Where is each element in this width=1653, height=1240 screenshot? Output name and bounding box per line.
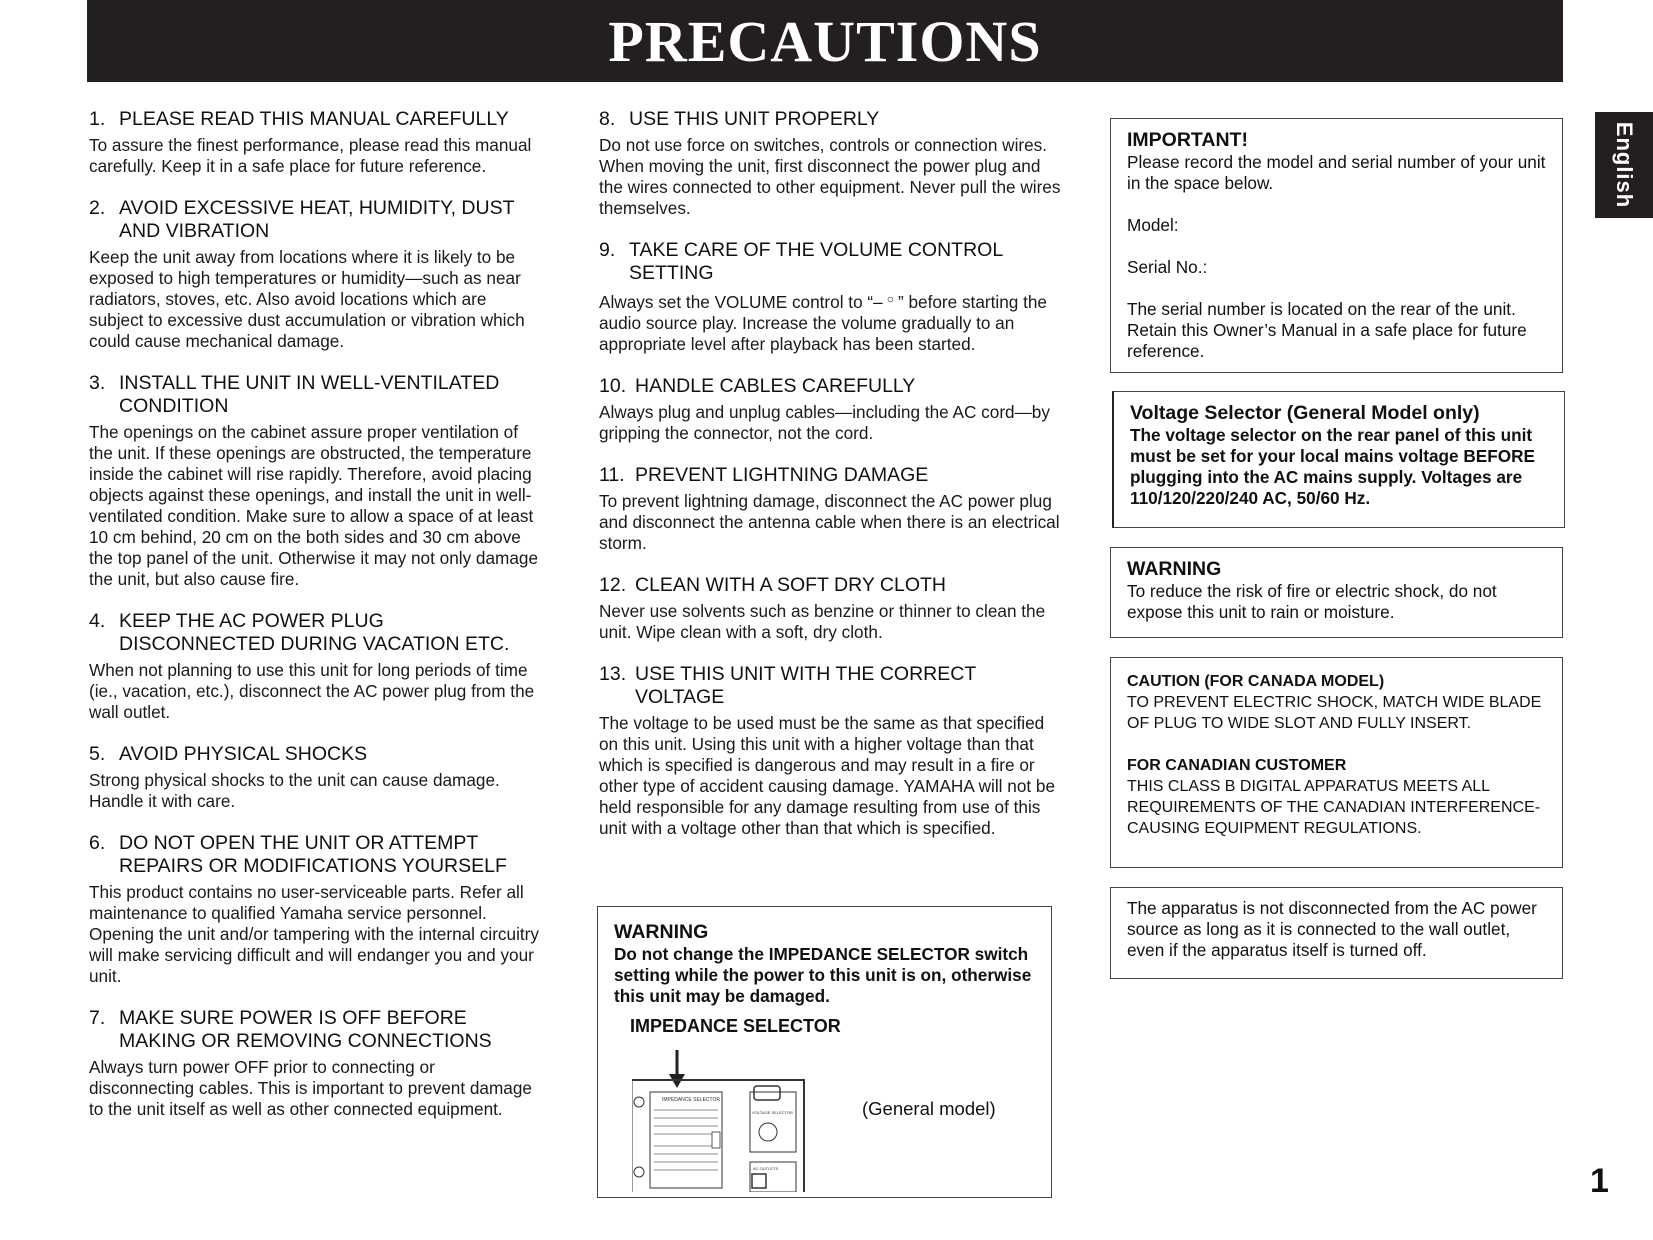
precaution-item <box>599 574 1061 643</box>
impedance-warning-text: Do not change the IMPEDANCE SELECTOR switch setting while the power to this unit is on, otherwise this unit may be damaged. <box>614 944 1032 1006</box>
important-box <box>1110 118 1563 373</box>
item-number: 7. <box>89 1007 106 1029</box>
item-body-start: Always set the VOLUME control to “– <box>599 292 883 312</box>
item-title: CLEAN WITH A SOFT DRY CLOTH <box>635 574 946 596</box>
item-number: 5. <box>89 743 106 765</box>
precautions-column-1 <box>89 108 544 1140</box>
item-number: 8. <box>599 108 616 130</box>
item-number: 13. <box>599 663 627 685</box>
impedance-warning-title: WARNING <box>614 921 709 943</box>
language-tab <box>1595 112 1653 218</box>
precaution-item <box>89 1007 544 1120</box>
item-body: This product contains no user-serviceable parts. Refer all maintenance to qualified Yamaha service personnel. Opening the unit and/or tampering with the internal circuitry will make servicing difficult and will endanger you and your unit. <box>89 882 539 986</box>
precaution-item <box>89 610 544 723</box>
volume-min-symbol: ○ <box>886 292 894 306</box>
item-title: AVOID PHYSICAL SHOCKS <box>119 743 368 765</box>
voltage-selector-text: The voltage selector on the rear panel of this unit must be set for your local mains voltage BEFORE plugging into the AC mains supply. Voltages are 110/120/220/240 AC, 50/60 Hz. <box>1130 425 1535 508</box>
precaution-item <box>599 108 1061 219</box>
precaution-item <box>599 663 1061 839</box>
canadian-customer-title: FOR CANADIAN CUSTOMER <box>1127 757 1347 774</box>
item-body: Do not use force on switches, controls or connection wires. When moving the unit, first disconnect the power plug and the wires connected to other equipment. Never pull the wires themselves. <box>599 135 1061 218</box>
item-number: 6. <box>89 832 106 854</box>
precaution-item <box>89 743 544 812</box>
precaution-item <box>599 464 1061 554</box>
precaution-item <box>599 239 1061 355</box>
item-title: TAKE CARE OF THE VOLUME CONTROL SETTING <box>629 239 1003 284</box>
item-body: Strong physical shocks to the unit can cause damage. Handle it with care. <box>89 770 500 811</box>
item-body: Always turn power OFF prior to connecting or disconnecting cables. This is important to prevent damage to the unit itself as well as other connected equipment. <box>89 1057 532 1119</box>
item-number: 1. <box>89 108 106 130</box>
arrow-down-icon <box>669 1050 685 1088</box>
general-model-note: (General model) <box>862 1098 996 1119</box>
item-number: 3. <box>89 372 106 394</box>
apparatus-notice-box <box>1110 887 1563 979</box>
item-number: 10. <box>599 375 627 397</box>
item-body: The openings on the cabinet assure proper ventilation of the unit. If these openings are obstructed, the temperature inside the cabinet will rise rapidly. Therefore, avoid placing objects against these openings, and install the unit in well-ventilated condition. Make sure to allow a space of at least 10 cm behind, 20 cm on the both sides and 30 cm above the top panel of the unit. Otherwise it may not only damage the unit, but also cause fire. <box>89 422 539 589</box>
precaution-item <box>89 108 544 177</box>
important-title: IMPORTANT! <box>1127 129 1248 151</box>
warning-text: To reduce the risk of fire or electric shock, do not expose this unit to rain or moisture. <box>1127 581 1497 622</box>
item-number: 11. <box>599 464 625 486</box>
item-body: The voltage to be used must be the same as that specified on this unit. Using this unit with a higher voltage than that which is specified is dangerous and may result in a fire or other type of accident causing damage. YAMAHA will not be held responsible for any damage resulting from use of this unit with a voltage other than that which is specified. <box>599 713 1056 838</box>
item-number: 12. <box>599 574 627 596</box>
item-title: PREVENT LIGHTNING DAMAGE <box>635 464 929 486</box>
important-text: Please record the model and serial number of your unit in the space below. <box>1127 152 1546 193</box>
model-field-label: Model: <box>1127 215 1179 235</box>
item-title: PLEASE READ THIS MANUAL CAREFULLY <box>119 108 509 130</box>
canadian-customer-text: THIS CLASS B DIGITAL APPARATUS MEETS ALL REQUIREMENTS OF THE CANADIAN INTERFERENCE-CAUSING EQUIPMENT REGULATIONS. <box>1127 778 1541 837</box>
diagram-impedance-text: IMPEDANCE SELECTOR <box>662 1097 720 1103</box>
item-title: INSTALL THE UNIT IN WELL-VENTILATED CONDITION <box>119 372 500 417</box>
caution-text: TO PREVENT ELECTRIC SHOCK, MATCH WIDE BLADE OF PLUG TO WIDE SLOT AND FULLY INSERT. <box>1127 694 1542 732</box>
item-body: Never use solvents such as benzine or thinner to clean the unit. Wipe clean with a soft, dry cloth. <box>599 601 1046 642</box>
item-body: To prevent lightning damage, disconnect the AC power plug and disconnect the antenna cable when there is an electrical storm. <box>599 491 1060 553</box>
item-body-end: ” before starting the audio source play. Increase the volume gradually to an appropriate level after playback has been started. <box>599 292 1047 354</box>
caution-title: CAUTION (FOR CANADA MODEL) <box>1127 673 1385 690</box>
item-body: Keep the unit away from locations where it is likely to be exposed to high temperatures or humidity—such as near radiators, stoves, etc. Also avoid locations which are subject to excessive dust accumulation or vibration which could cause mechanical damage. <box>89 247 525 351</box>
item-body: To assure the finest performance, please read this manual carefully. Keep it in a safe place for future reference. <box>89 135 532 176</box>
serial-field-label: Serial No.: <box>1127 257 1208 277</box>
precautions-column-2 <box>599 108 1061 859</box>
diagram-outlets-text: AC OUTLETS <box>753 1166 779 1171</box>
title-banner <box>87 0 1563 82</box>
page-title: PRECAUTIONS <box>608 8 1042 74</box>
voltage-selector-box <box>1112 391 1565 528</box>
item-body: When not planning to use this unit for long periods of time (ie., vacation, etc.), disconnect the AC power plug from the wall outlet. <box>89 660 535 722</box>
warning-box <box>1110 547 1563 638</box>
apparatus-notice-text: The apparatus is not disconnected from the AC power source as long as it is connected to the wall outlet, even if the apparatus itself is turned off. <box>1127 898 1537 960</box>
precaution-item <box>89 197 544 352</box>
item-number: 9. <box>599 239 616 261</box>
impedance-selector-label: IMPEDANCE SELECTOR <box>630 1016 841 1036</box>
precaution-item <box>599 375 1061 444</box>
item-body <box>599 289 1061 355</box>
item-number: 4. <box>89 610 106 632</box>
item-title: DO NOT OPEN THE UNIT OR ATTEMPT REPAIRS OR MODIFICATIONS YOURSELF <box>119 832 507 877</box>
language-tab-label: English <box>1612 121 1638 209</box>
page-number: 1 <box>1590 1162 1609 1200</box>
caution-box <box>1110 657 1563 868</box>
precaution-item <box>89 832 544 987</box>
impedance-switch-lines <box>654 1110 720 1170</box>
item-body: Always plug and unplug cables—including the AC cord—by gripping the connector, not the cord. <box>599 402 1050 443</box>
item-title: HANDLE CABLES CAREFULLY <box>635 375 916 397</box>
item-title: KEEP THE AC POWER PLUG DISCONNECTED DURING VACATION ETC. <box>119 610 510 655</box>
item-title: AVOID EXCESSIVE HEAT, HUMIDITY, DUST AND VIBRATION <box>119 197 515 242</box>
diagram-voltage-text: VOLTAGE SELECTOR <box>752 1110 793 1115</box>
item-title: USE THIS UNIT PROPERLY <box>629 108 880 130</box>
voltage-selector-title: Voltage Selector (General Model only) <box>1130 402 1480 424</box>
rear-panel-diagram <box>632 1022 832 1192</box>
serial-location-text: The serial number is located on the rear of the unit. Retain this Owner’s Manual in a safe place for future reference. <box>1127 299 1527 361</box>
item-number: 2. <box>89 197 106 219</box>
item-title: USE THIS UNIT WITH THE CORRECT VOLTAGE <box>635 663 976 708</box>
precaution-item <box>89 372 544 590</box>
warning-title: WARNING <box>1127 558 1222 580</box>
item-title: MAKE SURE POWER IS OFF BEFORE MAKING OR REMOVING CONNECTIONS <box>119 1007 492 1052</box>
